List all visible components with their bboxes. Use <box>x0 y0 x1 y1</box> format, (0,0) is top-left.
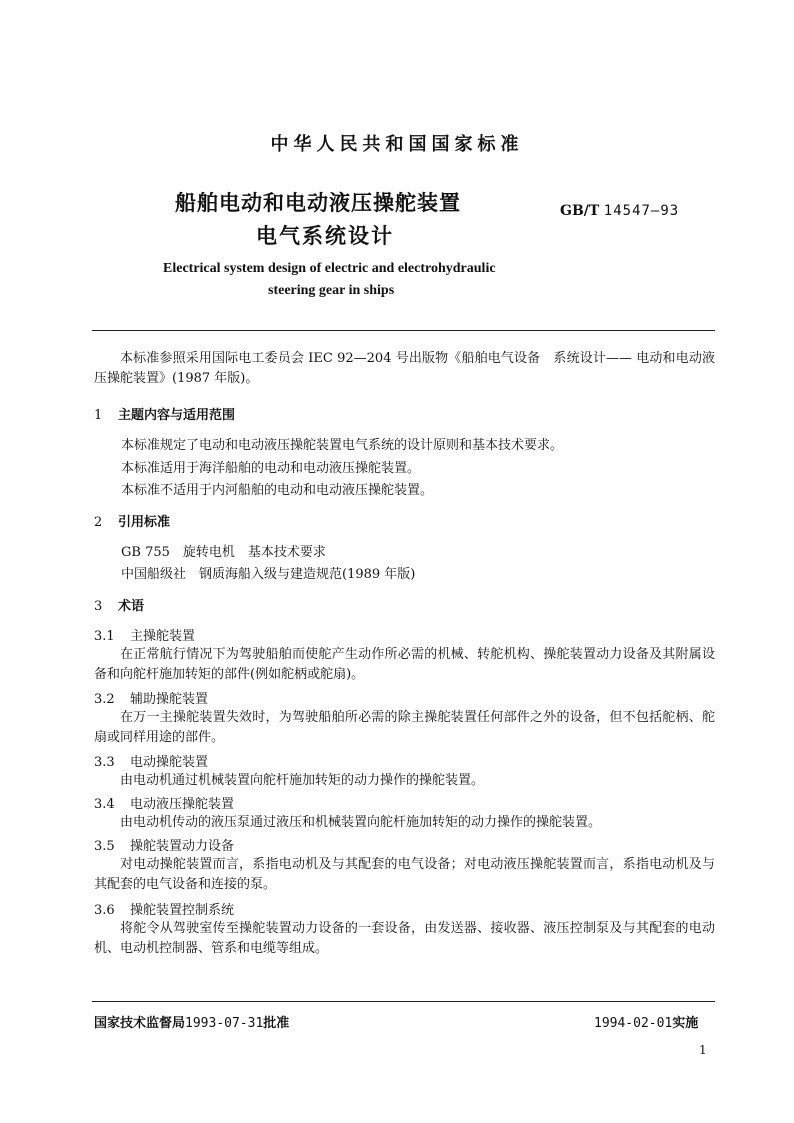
section-3-heading <box>94 595 144 614</box>
page-number: 1 <box>699 1043 707 1057</box>
title-line-2: 电气系统设计 <box>256 224 394 248</box>
standard-code-number: 14547—93 <box>603 203 680 219</box>
term-name: 操舵装置控制系统 <box>130 903 235 918</box>
footer-rule <box>92 1001 715 1002</box>
section-number: 2 <box>94 515 103 530</box>
term-definition: 在万一主操舵装置失效时，为驾驶船舶所必需的除主操舵装置任何部件之外的设备，但不包括舵柄、舵扇或同样用途的部件。 <box>94 710 715 745</box>
section-1-line: 本标准不适用于内河船舶的电动和电动液压操舵装置。 <box>121 483 434 498</box>
term-definition: 将舵令从驾驶室传至操舵装置动力设备的一套设备，由发送器、接收器、液压控制泵及与其配套的电动机、电动机控制器、管系和电缆等组成。 <box>94 921 715 956</box>
section-1-line: 本标准规定了电动和电动液压操舵装置电气系统的设计原则和基本技术要求。 <box>121 438 564 453</box>
term-definition: 由电动机传动的液压泵通过液压和机械装置向舵杆施加转矩的动力操作的操舵装置。 <box>120 815 602 830</box>
term-number: 3.2 <box>94 692 115 707</box>
term-definition: 在正常航行情况下为驾驶船舶而使舵产生动作所必需的机械、转舵机构、操舵装置动力设备及其附属设备和向舵杆施加转矩的部件(例如舵柄或舵扇)。 <box>94 647 715 682</box>
reference-item: 中国船级社 钢质海船入级与建造规范(1989 年版) <box>121 567 416 582</box>
section-number: 3 <box>94 599 103 614</box>
header-rule <box>92 330 715 331</box>
standard-code <box>560 203 679 219</box>
section-2-heading <box>94 511 170 530</box>
term-heading <box>94 625 195 644</box>
term-definition: 对电动操舵装置而言，系指电动机及与其配套的电气设备；对电动液压操舵装置而言，系指电动机及与其配套的电气设备和连接的泵。 <box>94 857 715 892</box>
term-heading <box>94 688 208 707</box>
section-1-line: 本标准适用于海洋船舶的电动和电动液压操舵装置。 <box>121 461 421 476</box>
term-name: 主操舵装置 <box>130 629 196 644</box>
term-heading <box>94 899 234 918</box>
effective-info <box>594 1012 698 1031</box>
term-definition: 由电动机通过机械装置向舵杆施加转矩的动力操作的操舵装置。 <box>120 773 485 788</box>
approver: 国家技术监督局 <box>94 1016 186 1031</box>
approve-date: 1993-07-31 <box>185 1016 264 1031</box>
term-number: 3.4 <box>94 797 115 812</box>
title-line-1: 船舶电动和电动液压操舵装置 <box>175 191 461 215</box>
section-number: 1 <box>94 408 103 423</box>
term-heading <box>94 793 234 812</box>
term-name: 操舵装置动力设备 <box>130 839 235 854</box>
term-number: 3.5 <box>94 839 115 854</box>
effective-label: 实施 <box>672 1016 699 1031</box>
section-title: 术语 <box>118 599 145 614</box>
english-title-line-1: Electrical system design of electric and electrohydraulic <box>163 261 496 276</box>
section-title: 主题内容与适用范围 <box>118 408 236 423</box>
term-heading <box>94 751 208 770</box>
intro-paragraph: 本标准参照采用国际电工委员会 IEC 92—204 号出版物《船舶电气设备 系统设计—— 电动和电动液压操舵装置》(1987 年版)。 <box>94 351 715 386</box>
section-title: 引用标准 <box>118 515 171 530</box>
term-name: 电动操舵装置 <box>130 755 209 770</box>
standard-code-prefix: GB/T <box>560 203 600 219</box>
term-name: 辅助操舵装置 <box>130 692 209 707</box>
term-number: 3.1 <box>94 629 115 644</box>
approve-label: 批准 <box>263 1016 290 1031</box>
reference-item: GB 755 旋转电机 基本技术要求 <box>121 545 326 560</box>
approval-info <box>94 1012 289 1031</box>
effective-date: 1994-02-01 <box>594 1016 673 1031</box>
term-number: 3.3 <box>94 755 115 770</box>
term-heading <box>94 835 234 854</box>
section-1-heading <box>94 404 235 423</box>
english-title-line-2: steering gear in ships <box>268 283 395 298</box>
term-name: 电动液压操舵装置 <box>130 797 235 812</box>
term-number: 3.6 <box>94 903 115 918</box>
national-standard-heading: 中华人民共和国国家标准 <box>270 134 524 155</box>
